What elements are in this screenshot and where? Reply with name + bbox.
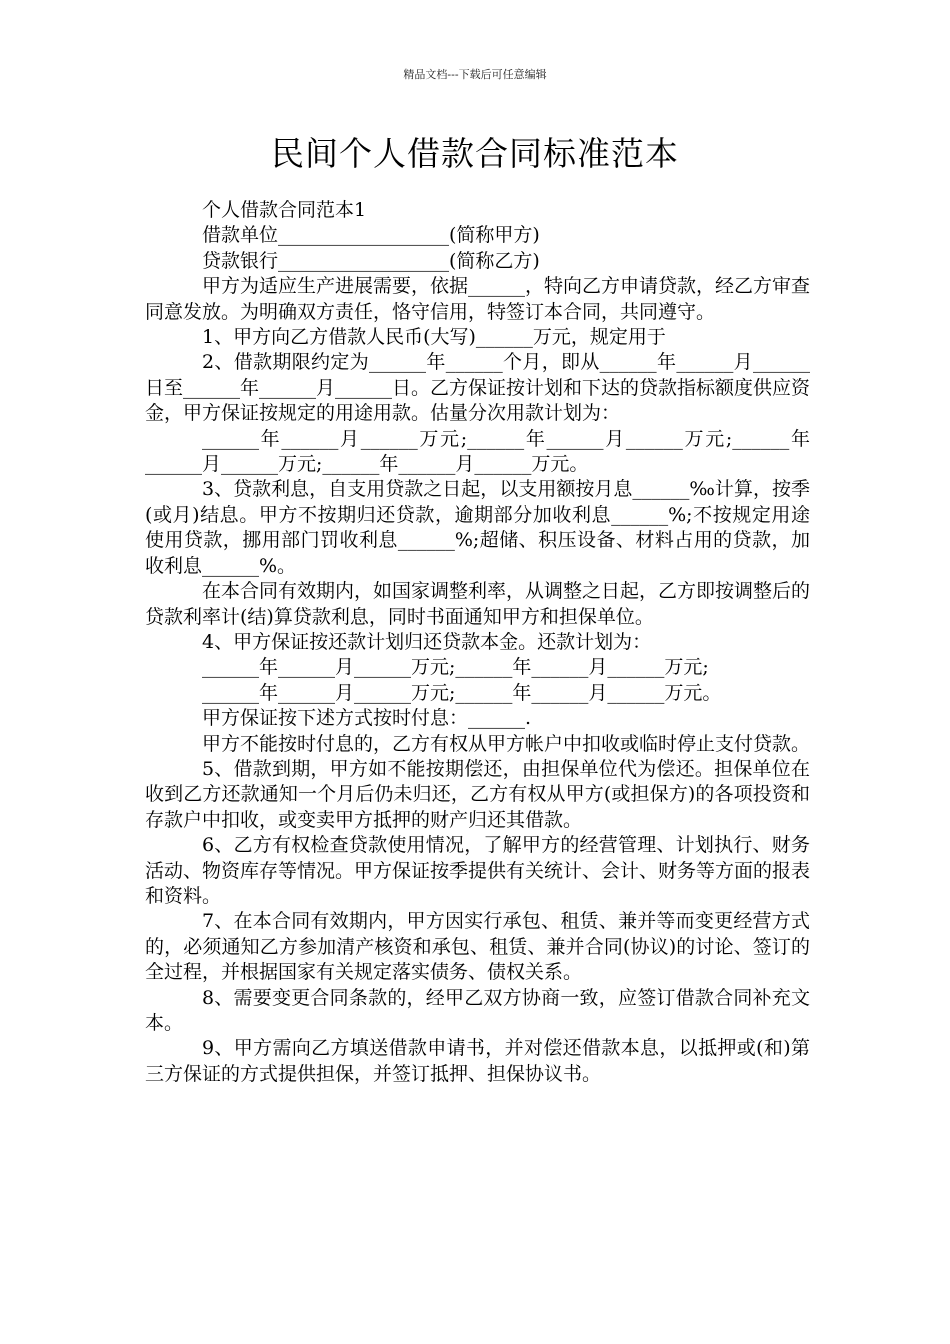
contract-paragraph: 8、需要变更合同条款的，经甲乙双方协商一致，应签订借款合同补充文本。: [145, 986, 810, 1034]
page-header-note: 精品文档---下载后可任意编辑: [403, 68, 547, 81]
contract-paragraph: 贷款银行__________________(简称乙方): [202, 249, 540, 272]
contract-paragraph: 6、乙方有权检查贷款使用情况，了解甲方的经营管理、计划执行、财务活动、物资库存等情况。甲方保证按季提供有关统计、会计、财务等方面的报表和资料。: [145, 834, 811, 907]
contract-body: [145, 198, 810, 1087]
contract-paragraph: 7、在本合同有效期内，甲方因实行承包、租赁、兼并等而变更经营方式的，必须通知乙方参加清产核资和承包、租赁、兼并合同(协议)的讨论、签订的全过程，并根据国家有关规定落实债务、债权关系。: [145, 910, 810, 984]
contract-paragraph: ______年______月______万元;______年______月______万元。: [202, 681, 722, 704]
contract-paragraph: ______年______月______万元;______年______月______万元;: [202, 656, 709, 679]
contract-paragraph: 在本合同有效期内，如国家调整利率，从调整之日起，乙方即按调整后的贷款利率计(结)算贷款利息，同时书面通知甲方和担保单位。: [145, 580, 811, 628]
contract-paragraph: 5、借款到期，甲方如不能按期偿还，由担保单位代为偿还。担保单位在收到乙方还款通知一个月后仍未归还，乙方有权从甲方(或担保方)的各项投资和存款户中扣收，或变卖甲方抵押的财产归还其借款。: [145, 757, 810, 831]
contract-paragraph: 甲方不能按时付息的，乙方有权从甲方帐户中扣收或临时停止支付贷款。: [202, 732, 811, 755]
contract-paragraph: 1、甲方向乙方借款人民币(大写)______万元，规定用于: [202, 326, 666, 349]
contract-paragraph: 4、甲方保证按还款计划归还贷款本金。还款计划为：: [202, 630, 652, 653]
contract-paragraph: 9、甲方需向乙方填送借款申请书，并对偿还借款本息，以抵押或(和)第三方保证的方式提供担保，并签订抵押、担保协议书。: [145, 1037, 810, 1085]
contract-paragraph: 3、贷款利息，自支用贷款之日起，以支用额按月息______‰计算，按季(或月)结息。甲方不按期归还贷款，逾期部分加收利息______%;不按规定用途使用贷款，挪用部门罚收利息______%;超储、积压设备、材料占用的贷款，加收利息______%。: [145, 478, 810, 577]
contract-paragraph: 2、借款期限约定为______年______个月，即从______年______月______日至______年______月______日。乙方保证按计划和下达的贷款指标额度供应资金，甲方保证按规定的用途用款。估量分次用款计划为：: [145, 351, 811, 425]
contract-paragraph: 借款单位__________________(简称甲方): [202, 224, 540, 247]
contract-paragraph: 甲方保证按下述方式按时付息：______.: [202, 707, 532, 730]
document-title: 民间个人借款合同标准范本: [271, 134, 679, 173]
contract-paragraph: ______年______月______万元;______年______月______万元;______年______月______万元;______年______月______万元。: [145, 427, 810, 476]
contract-paragraph: 甲方为适应生产进展需要，依据______，特向乙方申请贷款，经乙方审查同意发放。为明确双方责任，恪守信用，特签订本合同，共同遵守。: [145, 275, 811, 323]
contract-paragraph: 个人借款合同范本1: [202, 199, 367, 221]
